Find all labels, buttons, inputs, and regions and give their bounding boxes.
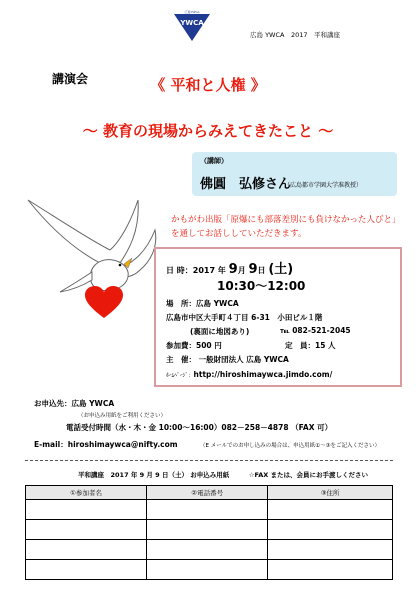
phone-hours: 電話受付時間（水・木・金 10:00〜16:00）082－258－4878 （FAX 可） (66, 423, 333, 432)
logo-text: YWCA (180, 19, 204, 27)
form-cell[interactable] (147, 540, 268, 560)
event-time: 10:30〜12:00 (217, 279, 306, 293)
form-cell[interactable] (26, 520, 147, 540)
event-homepage: ﾎｰﾑﾍﾟｰｼﾞ：http://hiroshimaywca.jimdo.com/ (166, 370, 333, 379)
form-heading: 平和講座 2017 年 9 月 9 日（土） お申込み用紙 ☆FAX または、会員にお手渡しください (78, 471, 369, 479)
event-date: 日 時：2017 年 9月 9日 (土) (166, 262, 294, 277)
event-fee: 参加費：500 円 (166, 341, 222, 350)
form-cell[interactable] (268, 560, 393, 580)
form-cell[interactable] (26, 560, 147, 580)
event-subtitle: 〜 教育の現場からみえてきたこと 〜 (82, 122, 334, 140)
form-cell[interactable] (26, 540, 147, 560)
ywca-logo-icon (173, 8, 211, 42)
homepage-link[interactable]: http://hiroshimaywca.jimdo.com/ (193, 370, 333, 379)
form-row (26, 540, 393, 560)
form-cell[interactable] (147, 500, 268, 520)
lecturer-affiliation: （広島都市学園大学准教授） (284, 182, 363, 189)
lecturer-name: 佛圓 弘修さん (200, 177, 292, 192)
logo-subtext: 広島YWCA (184, 10, 200, 14)
event-kind: 講演会 (52, 72, 89, 86)
form-row (26, 560, 393, 580)
event-capacity: 定 員：15 人 (285, 341, 336, 350)
application-form (25, 485, 393, 580)
cut-line (25, 460, 393, 461)
form-col-address: ③住所 (268, 486, 393, 500)
form-row (26, 500, 393, 520)
lecturer-label: （講師） (200, 157, 228, 165)
map-note: (裏面に地図あり) (190, 327, 250, 336)
form-col-phone: ②電話番号 (147, 486, 268, 500)
form-cell[interactable] (268, 500, 393, 520)
book-description: かもがわ出版「原爆にも部落差別にも負けなかった人びと」を通してお話ししていただきます。 (171, 215, 401, 239)
email-address[interactable]: E-mail：hiroshimaywca@nifty.com (34, 440, 178, 449)
form-cell[interactable] (147, 560, 268, 580)
form-cell[interactable] (268, 520, 393, 540)
event-address: 広島市中区大手町４丁目 6-31 小田ビル１階 (166, 313, 323, 322)
apply-to: お申込先：広島 YWCA (34, 399, 115, 408)
event-host: 主 催： 一般財団法人 広島 YWCA (166, 355, 289, 364)
form-cell[interactable] (26, 500, 147, 520)
form-col-name: ①参加者名 (26, 486, 147, 500)
apply-note: （お申込み用紙をご利用ください） (78, 413, 167, 419)
heart-icon (84, 285, 124, 319)
org-line: 広島 YWCA 2017 平和講座 (250, 31, 340, 39)
event-place: 場 所：広島 YWCA (166, 299, 239, 308)
event-title: 《 平和と人権 》 (150, 76, 266, 94)
event-tel: ℡ 082-521-2045 (280, 326, 351, 335)
form-cell[interactable] (268, 540, 393, 560)
email-note: （E メールでのお申し込みの場合は、申込用紙①〜③をご記入ください） (200, 443, 380, 449)
form-cell[interactable] (147, 520, 268, 540)
form-row (26, 520, 393, 540)
